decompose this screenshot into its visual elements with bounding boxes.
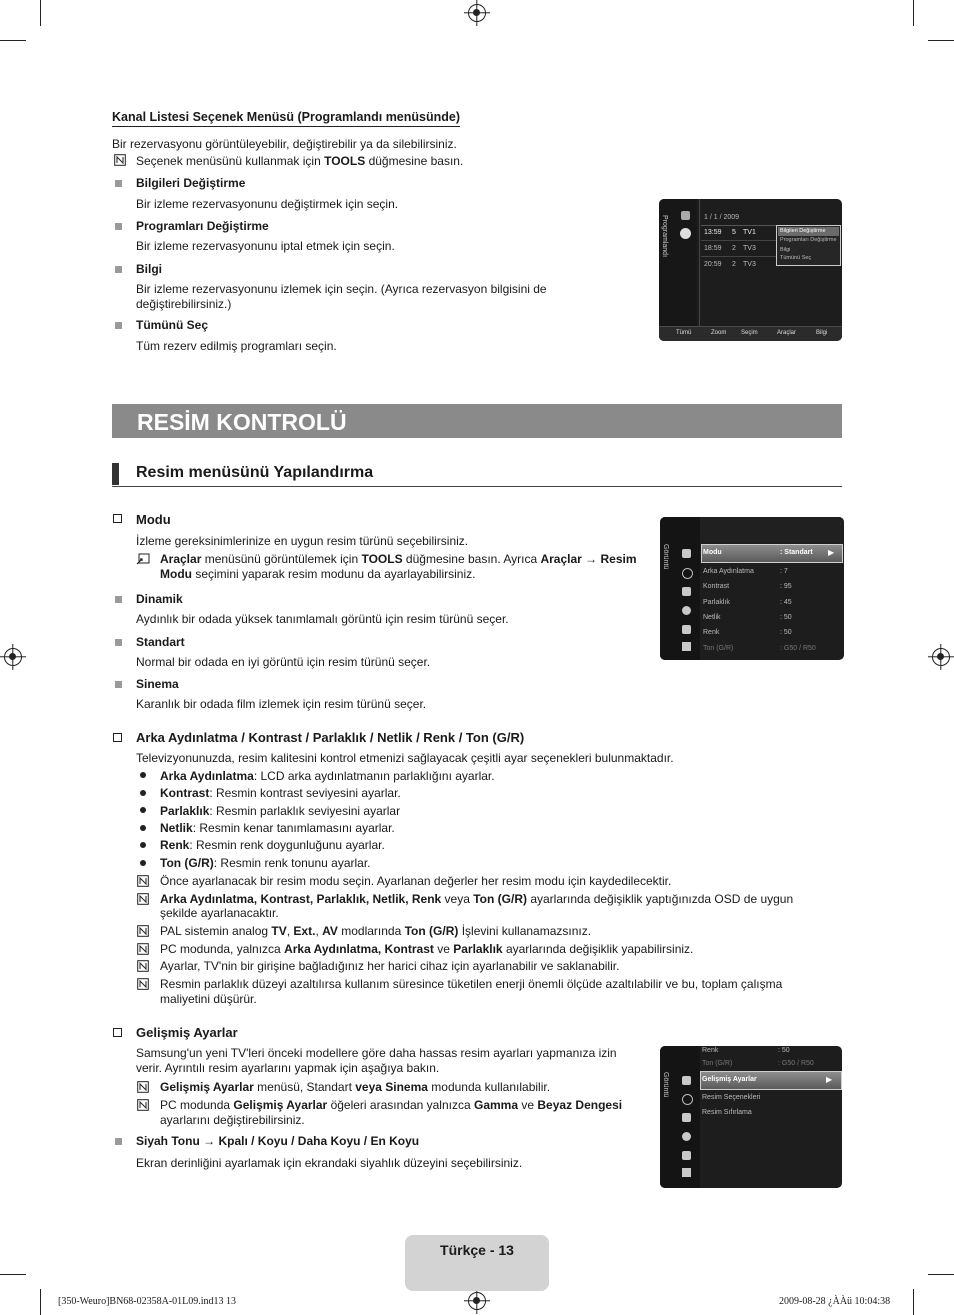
note-text: şekilde ayarlanacaktır. bbox=[160, 906, 279, 920]
picture-icon bbox=[682, 1076, 691, 1085]
osd-row-channel: TV3 bbox=[743, 245, 756, 252]
note-text: Seçenek menüsünü kullanmak için TOOLS düğmesine basın. bbox=[136, 154, 464, 168]
crop-mark bbox=[913, 0, 914, 26]
osd-row-label: Parlaklık bbox=[703, 599, 730, 606]
osd-row-time: 20:59 bbox=[704, 261, 722, 268]
note-text: Arka Aydınlatma, Kontrast, Parlaklık, Netlik, Renk veya Ton (G/R) ayarlarında değişiklik yaptığınızda OSD de uygun bbox=[160, 892, 794, 906]
osd-popup-item: Bilgi bbox=[780, 247, 791, 253]
bullet-square bbox=[115, 322, 122, 329]
osd-row-label: Renk bbox=[702, 1047, 719, 1054]
registration-mark-icon bbox=[468, 4, 486, 22]
osd-row-label: Resim Sıfırlama bbox=[702, 1109, 752, 1116]
crop-mark bbox=[928, 40, 954, 41]
item-desc: Bir izleme rezervasyonunu değiştirmek için seçin. bbox=[136, 197, 399, 211]
note-text: Önce ayarlanacak bir resim modu seçin. Ayarlanan değerler her resim modu için kaydedilecektir. bbox=[160, 874, 672, 888]
osd-footer-item: Araçlar bbox=[777, 330, 797, 336]
registration-mark-icon bbox=[468, 1292, 486, 1310]
modu-intro: İzleme gereksinimlerinize en uygun resim türünü seçebilirsiniz. bbox=[136, 534, 469, 548]
subtitle-rule bbox=[112, 486, 842, 487]
osd-row-value: : 50 bbox=[778, 1047, 790, 1054]
osd-row-value: : G50 / R50 bbox=[780, 645, 816, 652]
bullet-square bbox=[115, 1138, 122, 1145]
osd-row-label: Arka Aydınlatma bbox=[703, 568, 754, 575]
note-text: Resmin parlaklık düzeyi azaltılırsa kullanım süresince tüketilen enerji önemli ölçüde azaltılabilir ve bu, toplam çalışma bbox=[160, 977, 783, 991]
osd-footer-item: Zoom bbox=[711, 330, 727, 336]
note-text: PC modunda Gelişmiş Ayarlar öğeleri arasından yalnızca Gamma ve Beyaz Dengesi bbox=[160, 1098, 623, 1112]
note-text: maliyetini düşürür. bbox=[160, 992, 257, 1006]
osd-row-label: Netlik bbox=[703, 614, 721, 621]
osd-popup-item: Tümünü Seç bbox=[780, 255, 812, 261]
item-title: Bilgileri Değiştirme bbox=[136, 176, 246, 190]
bullet-square bbox=[115, 180, 122, 187]
modu-heading: Modu bbox=[136, 512, 171, 527]
note-icon bbox=[137, 893, 149, 905]
item-desc: Normal bir odada en iyi görüntü için resim türünü seçer. bbox=[136, 655, 431, 669]
item-desc: Ekran derinliğini ayarlamak için ekrandaki siyahlık düzeyini seçebilirsiniz. bbox=[136, 1156, 523, 1170]
osd-row-label: Resim Seçenekleri bbox=[702, 1094, 761, 1101]
note-icon bbox=[137, 925, 149, 937]
osd-popup-menu bbox=[776, 225, 841, 266]
item-title: Sinema bbox=[136, 677, 179, 691]
bullet-square bbox=[115, 681, 122, 688]
osd-row-time: 13:59 bbox=[704, 229, 722, 236]
sound-icon bbox=[682, 568, 693, 579]
osd-side-label: Programlandı bbox=[661, 215, 668, 258]
osd-popup-item: Programları Değiştirme bbox=[780, 237, 837, 243]
osd-footer bbox=[659, 326, 842, 341]
setup-icon bbox=[682, 1132, 691, 1141]
osd-footer-item: Seçim bbox=[741, 330, 758, 336]
page-label: Türkçe - 13 bbox=[440, 1242, 514, 1258]
osd-popup-item: Bilgileri Değiştirme bbox=[780, 228, 826, 234]
note-text: Gelişmiş Ayarlar menüsü, Standart veya Sinema modunda kullanılabilir. bbox=[160, 1080, 551, 1094]
item-title: Siyah Tonu → Kpalı / Koyu / Daha Koyu / En Koyu bbox=[136, 1134, 420, 1148]
clock-icon bbox=[680, 228, 691, 239]
bullet-square bbox=[115, 596, 122, 603]
crop-mark bbox=[40, 1289, 41, 1315]
arka-intro: Televizyonunuzda, resim kalitesini kontrol etmenizi sağlayacak çeşitli ayar seçenekleri bulunmaktadır. bbox=[136, 751, 674, 765]
item-desc: değiştirebilirsiniz.) bbox=[136, 297, 232, 311]
item-desc: Bir izleme rezervasyonunu izlemek için seçin. (Ayrıca rezervasyon bilgisini de bbox=[136, 282, 547, 296]
osd-schedule-screen bbox=[659, 199, 842, 341]
item-title: Bilgi bbox=[136, 262, 162, 276]
osd-footer-item: Bilgi bbox=[816, 330, 828, 336]
subtitle-bar bbox=[112, 463, 119, 485]
osd-row-num: 2 bbox=[732, 261, 736, 268]
item-desc: Bir izleme rezervasyonunu iptal etmek için seçin. bbox=[136, 239, 395, 253]
bullet-square bbox=[115, 266, 122, 273]
gelismis-intro: verir. Ayrıntılı resim ayarlarını yapmak için aşağıya bakın. bbox=[136, 1061, 440, 1075]
note-text: Ayarlar, TV'nin bir girişine bağladığınız her harici cihaz için ayarlanabilir ve saklanabilir. bbox=[160, 959, 620, 973]
input-icon bbox=[682, 625, 691, 634]
item-title: Standart bbox=[136, 635, 185, 649]
osd-side-label: Görüntü bbox=[662, 544, 669, 570]
osd-row-label: Modu bbox=[703, 549, 722, 556]
osd-row-num: 5 bbox=[732, 229, 736, 236]
note-text: ayarlarını değiştirebilirsiniz. bbox=[160, 1113, 305, 1127]
note-icon bbox=[137, 875, 149, 887]
footer-file: [350-Weuro]BN68-02358A-01L09.ind13 13 bbox=[58, 1296, 237, 1307]
gelismis-intro: Samsung'un yeni TV'leri önceki modellere göre daha hassas resim ayarları yapmanıza izin bbox=[136, 1046, 617, 1060]
section-heading: Kanal Listesi Seçenek Menüsü (Programlandı menüsünde) bbox=[112, 110, 460, 127]
note-icon bbox=[114, 154, 126, 166]
bullet-dot bbox=[140, 860, 146, 866]
osd-row-value: : 50 bbox=[780, 614, 792, 621]
arrow-right-icon: ▶ bbox=[828, 548, 835, 557]
sound-icon bbox=[682, 1094, 693, 1105]
modu-tip: Modu seçimini yaparak resim modunu da ayarlayabilirsiniz. bbox=[160, 567, 476, 581]
bullet-text: Arka Aydınlatma: LCD arka aydınlatmanın parlaklığını ayarlar. bbox=[160, 769, 495, 783]
item-title: Dinamik bbox=[136, 592, 183, 606]
osd-row-label: Gelişmiş Ayarlar bbox=[702, 1076, 757, 1083]
osd-row-value: : 95 bbox=[780, 583, 792, 590]
bullet-dot bbox=[140, 807, 146, 813]
note-icon bbox=[137, 960, 149, 972]
channel-icon bbox=[682, 587, 691, 596]
modu-tip: Araçlar menüsünü görüntülemek için TOOLS düğmesine basın. Ayrıca Araçlar → Resim bbox=[160, 552, 637, 566]
bullet-text: Netlik: Resmin kenar tanımlamasını ayarlar. bbox=[160, 821, 395, 835]
crop-mark bbox=[0, 40, 26, 41]
osd-row-label: Renk bbox=[703, 629, 720, 636]
osd-date: 1 / 1 / 2009 bbox=[704, 214, 740, 221]
chapter-banner bbox=[112, 404, 842, 438]
checkbox-icon bbox=[113, 733, 122, 742]
arrow-right-icon: ▶ bbox=[826, 1075, 833, 1084]
bullet-text: Renk: Resmin renk doygunluğunu ayarlar. bbox=[160, 838, 385, 852]
osd-selected-row bbox=[701, 544, 843, 563]
osd-picture-menu bbox=[660, 517, 844, 660]
bullet-dot bbox=[140, 790, 146, 796]
osd-row-label: Ton (G/R) bbox=[703, 645, 734, 652]
bullet-dot bbox=[140, 842, 146, 848]
osd-advanced-menu bbox=[660, 1046, 842, 1188]
heart-icon bbox=[681, 211, 690, 220]
setup-icon bbox=[682, 606, 691, 615]
checkbox-icon bbox=[113, 514, 122, 523]
bullet-dot bbox=[140, 772, 146, 778]
registration-mark-icon bbox=[4, 648, 22, 666]
osd-row-channel: TV3 bbox=[743, 261, 756, 268]
subtitle: Resim menüsünü Yapılandırma bbox=[136, 464, 374, 481]
bullet-square bbox=[115, 223, 122, 230]
osd-row-label: Kontrast bbox=[703, 583, 730, 590]
osd-row-label: Ton (G/R) bbox=[702, 1060, 733, 1067]
osd-row-value: : Standart bbox=[780, 549, 813, 556]
note-icon bbox=[137, 943, 149, 955]
osd-row-time: 18:59 bbox=[704, 245, 722, 252]
item-desc: Tüm rezerv edilmiş programları seçin. bbox=[136, 339, 337, 353]
osd-row-value: : 7 bbox=[780, 568, 788, 575]
page-label-tab bbox=[405, 1235, 549, 1291]
bullet-text: Ton (G/R): Resmin renk tonunu ayarlar. bbox=[160, 856, 371, 870]
bullet-text: Parlaklık: Resmin parlaklık seviyesini ayarlar bbox=[160, 804, 401, 818]
osd-row-num: 2 bbox=[732, 245, 736, 252]
channel-icon bbox=[682, 1113, 691, 1122]
chapter-title: RESİM KONTROLÜ bbox=[137, 409, 347, 435]
input-icon bbox=[682, 1151, 691, 1160]
bullet-text: Kontrast: Resmin kontrast seviyesini ayarlar. bbox=[160, 786, 401, 800]
osd-row-value: : 45 bbox=[780, 599, 792, 606]
note-icon bbox=[137, 978, 149, 990]
note-icon bbox=[137, 1099, 149, 1111]
support-icon bbox=[682, 642, 691, 651]
bullet-square bbox=[115, 639, 122, 646]
gelismis-heading: Gelişmiş Ayarlar bbox=[136, 1025, 238, 1040]
crop-mark bbox=[40, 0, 41, 26]
osd-footer-item: Tümü bbox=[676, 330, 692, 336]
crop-mark bbox=[913, 1289, 914, 1315]
note-text: PC modunda, yalnızca Arka Aydınlatma, Kontrast ve Parlaklık ayarlarında değişiklik yapabilirsiniz. bbox=[160, 942, 694, 956]
picture-icon bbox=[682, 549, 691, 558]
tools-icon bbox=[136, 553, 150, 565]
note-icon bbox=[137, 1081, 149, 1093]
osd-row-value: : 50 bbox=[780, 629, 792, 636]
item-title: Programları Değiştirme bbox=[136, 219, 269, 233]
note-text: PAL sistemin analog TV, Ext., AV modlarında Ton (G/R) İşlevini kullanamazsınız. bbox=[160, 924, 592, 938]
osd-side-label: Görüntü bbox=[662, 1072, 669, 1098]
arka-heading: Arka Aydınlatma / Kontrast / Parlaklık / Netlik / Renk / Ton (G/R) bbox=[136, 730, 525, 745]
osd-row-value: : G50 / R50 bbox=[778, 1060, 814, 1067]
crop-mark bbox=[0, 1274, 26, 1275]
section-intro: Bir rezervasyonu görüntüleyebilir, değiştirebilir ya da silebilirsiniz. bbox=[112, 137, 457, 151]
registration-mark-icon bbox=[932, 648, 950, 666]
bullet-dot bbox=[140, 825, 146, 831]
footer-timestamp: 2009-08-28 ¿ÀÀü 10:04:38 bbox=[779, 1296, 891, 1307]
item-desc: Karanlık bir odada film izlemek için resim türünü seçer. bbox=[136, 697, 427, 711]
item-title: Tümünü Seç bbox=[136, 318, 209, 332]
crop-mark bbox=[928, 1274, 954, 1275]
item-desc: Aydınlık bir odada yüksek tanımlamalı görüntü için resim türünü seçer. bbox=[136, 612, 509, 626]
support-icon bbox=[682, 1168, 691, 1177]
osd-row-channel: TV1 bbox=[743, 229, 756, 236]
checkbox-icon bbox=[113, 1028, 122, 1037]
